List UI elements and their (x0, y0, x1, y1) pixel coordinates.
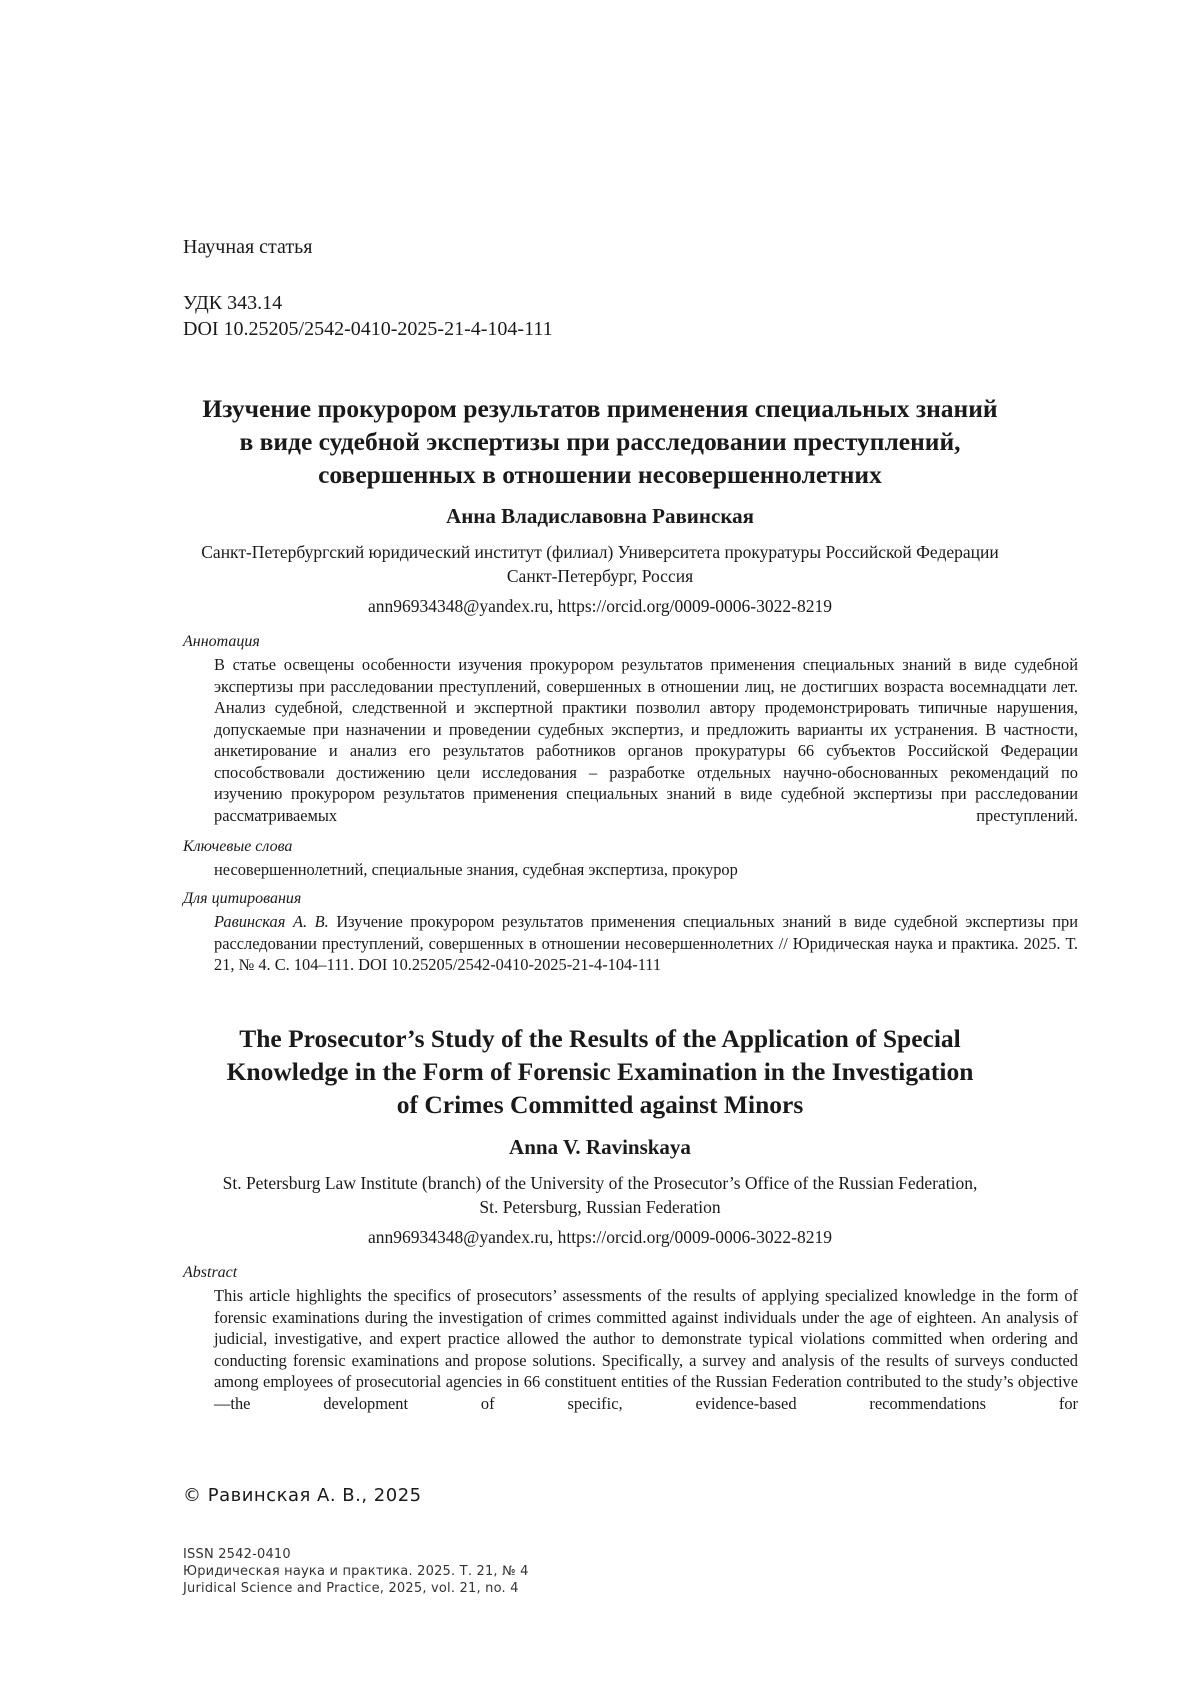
affiliation-en (150, 1171, 1050, 1219)
abstract-ru-label: Аннотация (183, 633, 260, 650)
citation-author: Равинская А. В. (214, 912, 329, 931)
keywords-text: несовершеннолетний, специальные знания, судебная экспертиза, прокурор (214, 860, 738, 879)
author-en: Anna V. Ravinskaya (509, 1135, 691, 1159)
author-ru: Анна Владиславовна Равинская (446, 504, 754, 528)
abstract-ru-text: В статье освещены особенности изучения прокурором результатов применения специальных знаний в виде судебной экспертизы при расследовании преступлений, совершенных в отношении лиц, не достигших возраста восемнадцати лет. Анализ судебной, следственной и экспертной практики позволил автору продемонстрировать типичные нарушения, допускаемые при назначении и проведении судебных экспертиз, и предложить варианты их устранения. В частности, анкетирование и анализ его результатов работников органов прокуратуры 66 субъектов Российской Федерации способствовали достижению цели исследования – разработке отдельных научно-обоснованных рекомендаций по изучению прокурором результатов применения специальных знаний в виде судебной экспертизы при расследовании рассматриваемых преступлений. (214, 655, 1078, 825)
affiliation-ru-line: Санкт-Петербургский юридический институт (филиал) Университета прокуратуры Российской Федерации (201, 542, 999, 562)
abstract-en-label: Abstract (183, 1264, 238, 1281)
affiliation-ru (150, 540, 1050, 588)
doi: DOI 10.25205/2542-0410-2025-21-4-104-111 (183, 318, 553, 340)
contact-en: ann96934348@yandex.ru, https://orcid.org/0009-0006-3022-8219 (368, 1227, 832, 1247)
citation-label: Для цитирования (183, 890, 302, 907)
udc-code: УДК 343.14 (183, 292, 283, 314)
title-en-line: Knowledge in the Form of Forensic Examination in the Investigation (226, 1057, 974, 1086)
issn: ISSN 2542-0410 (183, 1547, 291, 1562)
citation (214, 911, 1078, 976)
title-ru-line: совершенных в отношении несовершеннолетних (318, 460, 882, 489)
title-ru (150, 392, 1050, 491)
journal-footer (183, 1546, 529, 1597)
title-en (150, 1022, 1050, 1121)
keywords-label: Ключевые слова (183, 838, 293, 855)
affiliation-ru-line: Санкт-Петербург, Россия (506, 566, 694, 586)
title-ru-line: в виде судебной экспертизы при расследовании преступлений, (239, 427, 961, 456)
copyright: © Равинская А. В., 2025 (183, 1485, 422, 1506)
udc-doi-block (183, 290, 553, 342)
title-en-line: of Crimes Committed against Minors (396, 1090, 804, 1119)
title-ru-line: Изучение прокурором результатов применения специальных знаний (202, 394, 998, 423)
journal-name-ru: Юридическая наука и практика. 2025. Т. 21, № 4 (183, 1564, 529, 1579)
title-en-line: The Prosecutor’s Study of the Results of the Application of Special (239, 1024, 961, 1053)
citation-text: Изучение прокурором результатов применения специальных знаний в виде судебной экспертизы при расследовании преступлений, совершенных в отношении несовершеннолетних // Юридическая наука и практика. 2025. Т. 21, № 4. С. 104–111. DOI 10.25205/2542-0410-2025-21-4-104-111 (214, 912, 1078, 974)
affiliation-en-line: St. Petersburg, Russian Federation (479, 1197, 721, 1217)
article-type: Научная статья (183, 236, 313, 258)
contact-ru: ann96934348@yandex.ru, https://orcid.org/0009-0006-3022-8219 (368, 596, 832, 616)
affiliation-en-line: St. Petersburg Law Institute (branch) of the University of the Prosecutor’s Office of the Russian Federation, (222, 1173, 978, 1193)
abstract-en-text: This article highlights the specifics of prosecutors’ assessments of the results of applying specialized knowledge in the form of forensic examinations during the investigation of crimes committed against individuals under the age of eighteen. An analysis of judicial, investigative, and expert practice allowed the author to demonstrate typical violations committed when ordering and conducting forensic examinations and propose solutions. Specifically, a survey and analysis of the results of surveys conducted among employees of prosecutorial agencies in 66 constituent entities of the Russian Federation contributed to the study’s objective—the development of specific, evidence-based recommendations for (214, 1286, 1078, 1413)
journal-name-en: Juridical Science and Practice, 2025, vol. 21, no. 4 (183, 1581, 519, 1596)
